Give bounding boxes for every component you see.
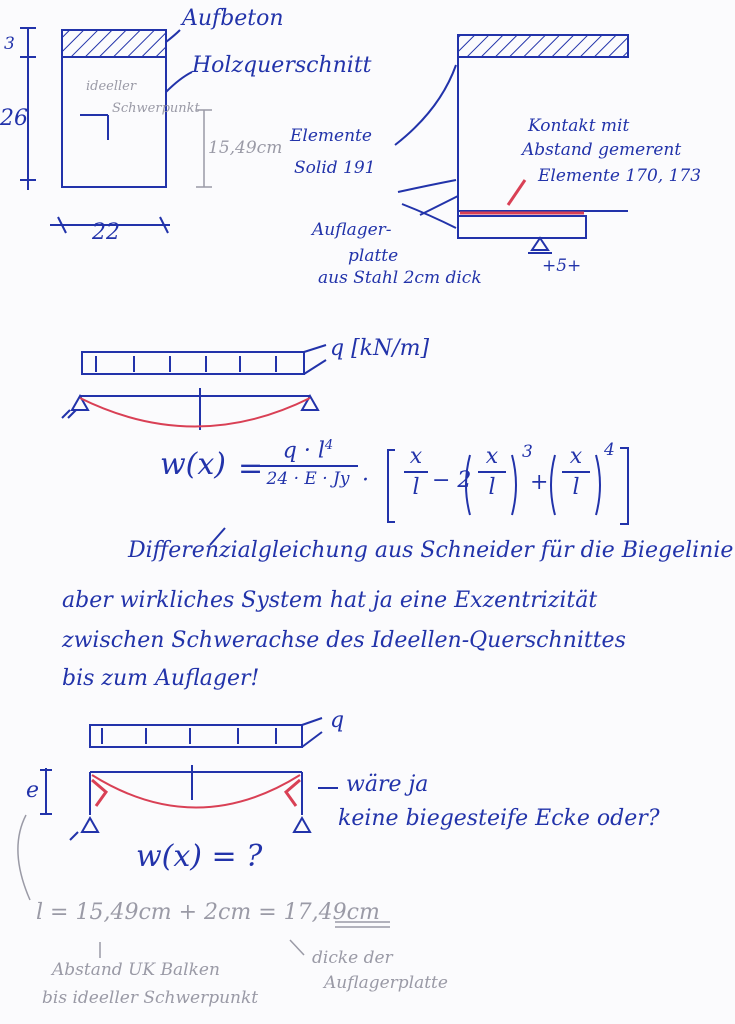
term3-fraction — [562, 444, 590, 500]
term1-x: x — [409, 444, 423, 469]
label-holzquerschnitt: Holzquerschnitt — [192, 53, 372, 78]
factor-numerator-exponent: 4 — [324, 438, 334, 453]
beam-system-1 — [62, 345, 326, 430]
label-elemente-2: Solid 191 — [294, 158, 376, 178]
dim-mid-label: 26 — [0, 106, 28, 131]
w-question: w(x) = ? — [136, 839, 263, 874]
label-schwerpunkt: Schwerpunkt — [112, 101, 200, 116]
load-label-1: q [kN/m] — [330, 336, 430, 361]
factor-denominator: 24 · E · Jy — [266, 469, 350, 490]
deflection-curve-1 — [80, 398, 310, 427]
length-equation: l = 15,49cm + 2cm = 17,49cm — [36, 900, 380, 925]
note-dicke-2: Auflagerplatte — [324, 973, 448, 993]
label-kontakt-1: Kontakt mit — [528, 116, 630, 136]
label-aufbeton: Aufbeton — [182, 6, 284, 31]
corner-note-1: wäre ja — [346, 772, 429, 797]
label-auflager-2: platte — [348, 246, 399, 266]
corner-note-2: keine biegesteife Ecke oder? — [338, 806, 660, 831]
minus-two: − 2 — [432, 468, 472, 493]
plus-sign: + — [530, 470, 549, 495]
label-auflager-1: Auflager- — [312, 220, 392, 240]
term3-x: x — [569, 444, 583, 469]
equals-sign: = — [238, 451, 264, 486]
e-label: e — [26, 778, 40, 803]
label-auflager-3: aus Stahl 2cm dick — [318, 268, 482, 288]
dim-top-label: 3 — [4, 34, 15, 54]
exponent-3: 3 — [522, 442, 533, 462]
note-abstand-1: Abstand UK Balken — [52, 960, 220, 980]
deflection-curve-2 — [92, 775, 300, 808]
factor-numerator: q · l — [282, 438, 325, 464]
factor-fraction — [258, 438, 358, 489]
label-ideeller: ideeller — [86, 79, 137, 94]
label-kontakt-3: Elemente 170, 173 — [538, 166, 702, 186]
term2-x: x — [485, 444, 499, 469]
note-line-4: bis zum Auflager! — [62, 666, 260, 691]
note-abstand-2: bis ideeller Schwerpunkt — [42, 988, 259, 1008]
label-plus5: +5+ — [542, 256, 582, 276]
term1-l: l — [412, 475, 420, 500]
exponent-4: 4 — [604, 440, 615, 460]
corner-marks — [92, 780, 300, 806]
label-kontakt-2: Abstand gemerent — [522, 140, 682, 160]
label-elemente-1: Elemente — [290, 126, 372, 146]
term2-fraction — [478, 444, 506, 500]
note-line-2: aber wirkliches System hat ja eine Exzentrizität — [62, 588, 598, 613]
note-line-3: zwischen Schwerachse des Ideellen-Querschnittes — [62, 628, 626, 653]
w-of-x-label: w(x) — [160, 447, 227, 482]
term1-fraction — [404, 444, 428, 500]
cross-section — [20, 28, 192, 233]
term2-l: l — [488, 475, 496, 500]
note-line-1: Differenzialgleichung aus Schneider für die Biegelinie — [128, 538, 734, 563]
note-dicke-1: dicke der — [312, 948, 393, 968]
dim-width-label: 22 — [92, 220, 120, 245]
term3-l: l — [572, 475, 580, 500]
load-label-2: q — [330, 708, 345, 733]
gray-height-label: 15,49cm — [208, 138, 283, 158]
